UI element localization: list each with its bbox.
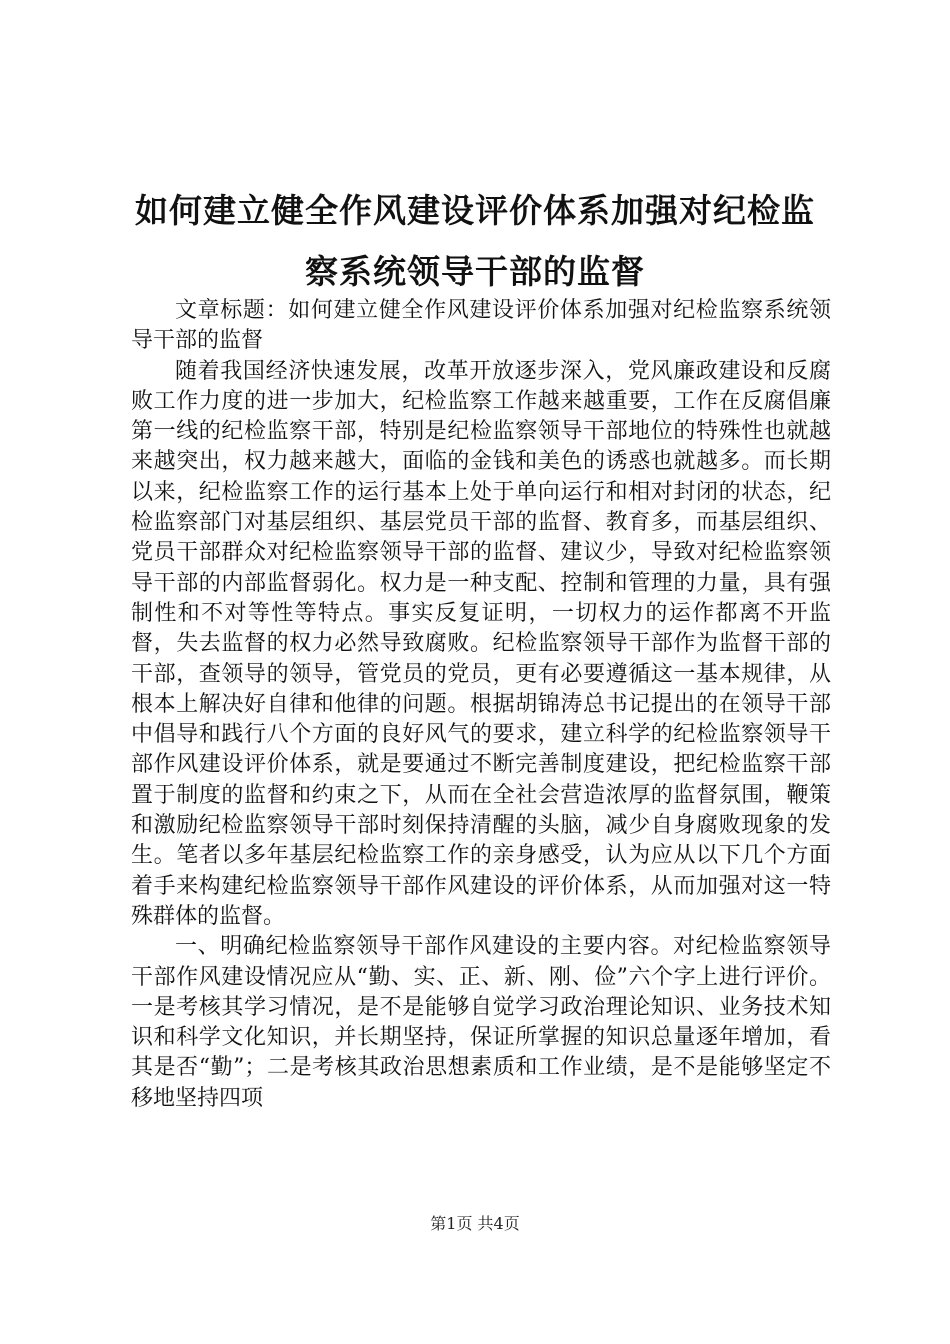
title-line-1: 如何建立健全作风建设评价体系加强对纪检监: [135, 191, 815, 230]
title-line-2: 察系统领导干部的监督: [305, 252, 645, 291]
document-title: [120, 180, 830, 302]
document-body: [131, 296, 831, 1114]
page-footer: 第1页 共4页: [430, 1214, 520, 1233]
body-paragraph-section-1: 一、明确纪检监察领导干部作风建设的主要内容。对纪检监察领导干部作风建设情况应从“勤、实、正、新、刚、俭”六个字上进行评价。一是考核其学习情况，是不是能够自觉学习政治理论知识、业务技术知识和科学文化知识，并长期坚持，保证所掌握的知识总量逐年增加，看其是否“勤”；二是考核其政治思想素质和工作业绩，是不是能够坚定不移地坚持四项: [131, 934, 831, 1111]
article-title-paragraph: 文章标题：如何建立健全作风建设评价体系加强对纪检监察系统领导干部的监督: [131, 298, 831, 354]
body-paragraph-intro: 随着我国经济快速发展，改革开放逐步深入，党风廉政建设和反腐败工作力度的进一步加大，纪检监察工作越来越重要，工作在反腐倡廉第一线的纪检监察干部，特别是纪检监察领导干部地位的特殊性也就越来越突出，权力越来越大，面临的金钱和美色的诱惑也就越多。而长期以来，纪检监察工作的运行基本上处于单向运行和相对封闭的状态，纪检监察部门对基层组织、基层党员干部的监督、教育多，而基层组织、党员干部群众对纪检监察领导干部的监督、建议少，导致对纪检监察领导干部的内部监督弱化。权力是一种支配、控制和管理的力量，具有强制性和不对等性等特点。事实反复证明，一切权力的运作都离不开监督，失去监督的权力必然导致腐败。纪检监察领导干部作为监督干部的干部，查领导的领导，管党员的党员，更有必要遵循这一基本规律，从根本上解决好自律和他律的问题。根据胡锦涛总书记提出的在领导干部中倡导和践行八个方面的良好风气的要求，建立科学的纪检监察领导干部作风建设评价体系，就是要通过不断完善制度建设，把纪检监察干部置于制度的监督和约束之下，从而在全社会营造浓厚的监督氛围，鞭策和激励纪检监察领导干部时刻保持清醒的头脑，减少自身腐败现象的发生。笔者以多年基层纪检监察工作的亲身感受，认为应从以下几个方面着手来构建纪检监察领导干部作风建设的评价体系，从而加强对这一特殊群体的监督。: [131, 358, 831, 929]
